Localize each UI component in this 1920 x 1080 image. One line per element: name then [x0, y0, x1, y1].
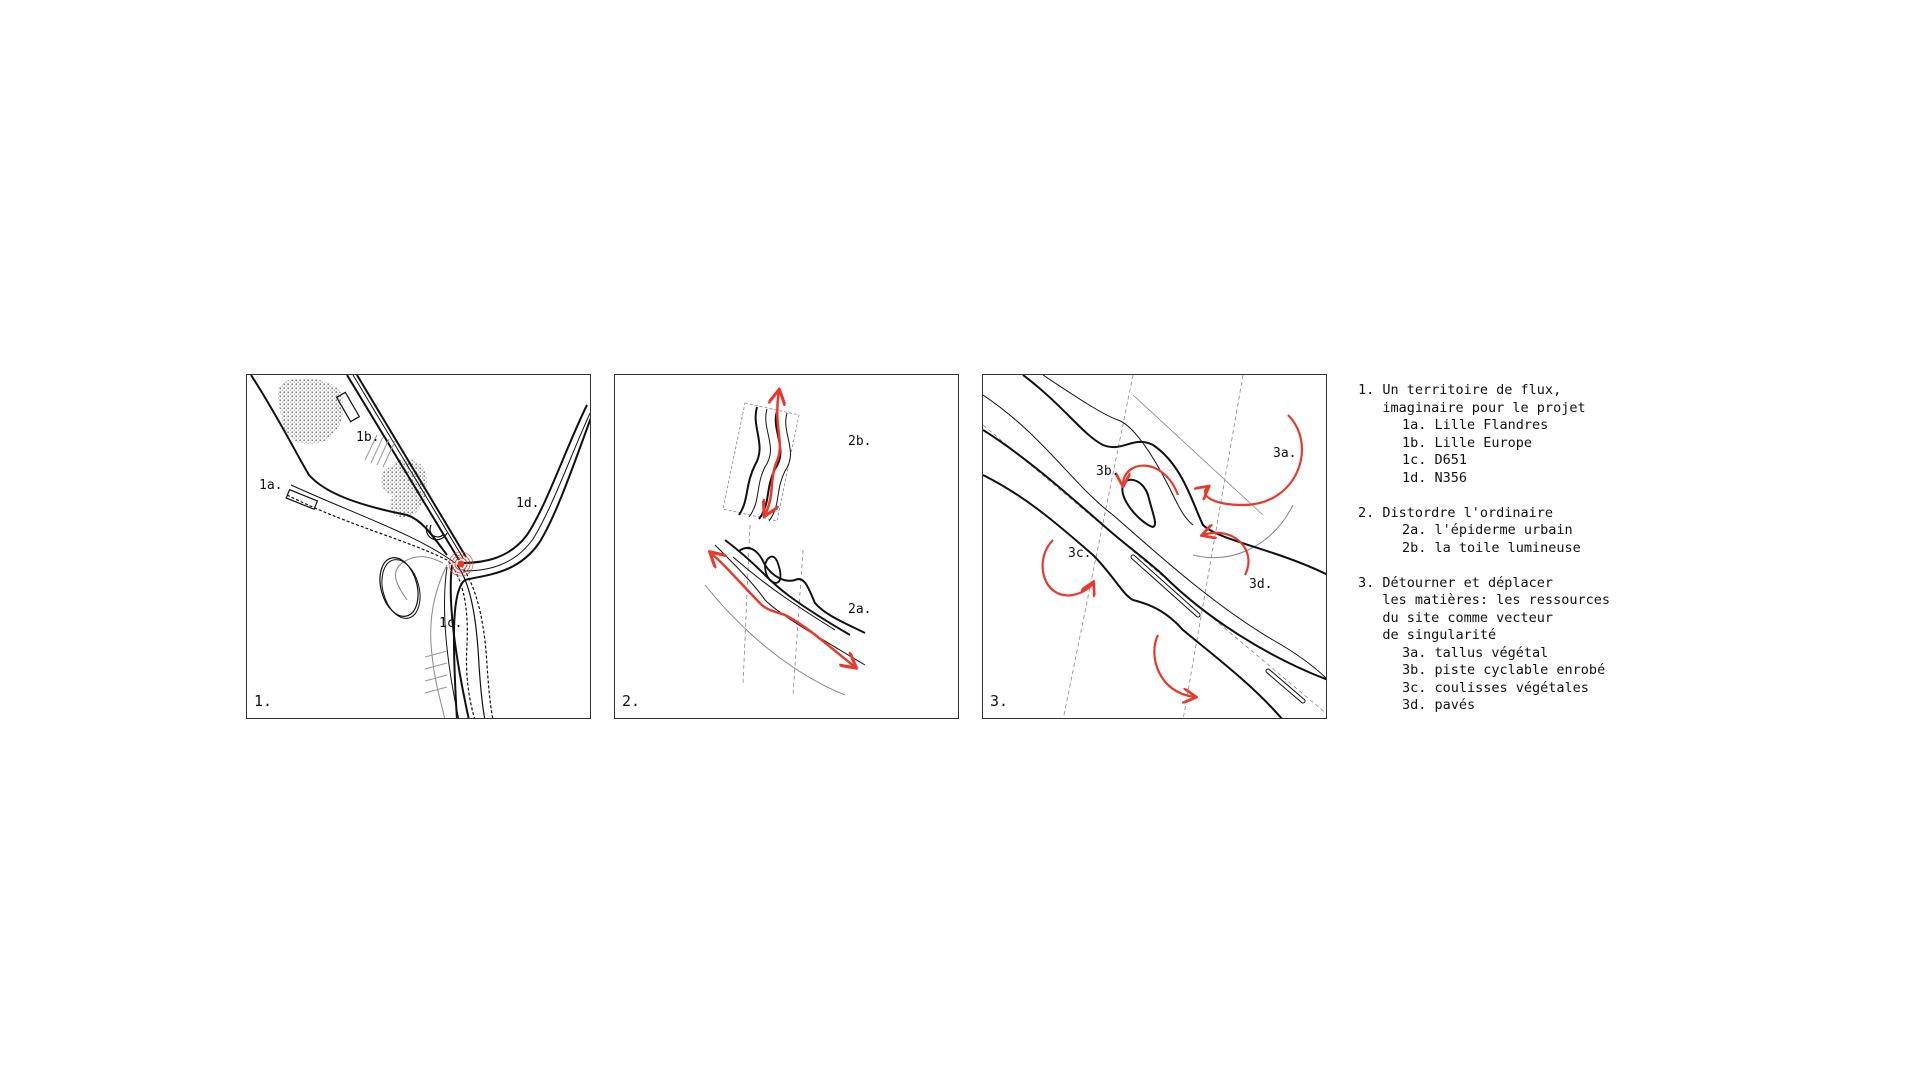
legend-heading: 2. Distordre l'ordinaire	[1358, 504, 1554, 521]
legend-item: 3a. tallus végétal	[1402, 644, 1549, 661]
legend-heading: de singularité	[1358, 627, 1497, 643]
territory-map	[247, 375, 591, 719]
legend-item: 2b. la toile lumineuse	[1402, 539, 1581, 556]
legend-item: 1b. Lille Europe	[1402, 434, 1533, 451]
legend-group-2	[1358, 505, 1610, 558]
material-diagram	[983, 375, 1327, 719]
legend-heading: les matières: les ressources	[1358, 592, 1610, 608]
legend-heading: imaginaire pour le projet	[1358, 399, 1586, 416]
legend-heading: 3. Détourner et déplacer	[1358, 574, 1554, 591]
legend-item: 3c. coulisses végétales	[1402, 679, 1589, 696]
legend-item: 3d. pavés	[1402, 697, 1476, 713]
label-2a: 2a.	[848, 602, 872, 617]
legend-item: 3b. piste cyclable enrobé	[1402, 662, 1606, 678]
panel-number-1: 1.	[254, 692, 273, 710]
label-3b: 3b.	[1096, 464, 1120, 479]
label-1b: 1b.	[356, 430, 380, 445]
legend-group-3	[1358, 575, 1610, 715]
diagram-panel-2	[614, 374, 959, 719]
legend-item: 1d. N356	[1402, 469, 1468, 486]
legend-heading: 1. Un territoire de flux,	[1358, 382, 1562, 398]
legend-group-1	[1358, 382, 1610, 487]
label-3a: 3a.	[1273, 446, 1297, 461]
label-3d: 3d.	[1249, 577, 1273, 592]
legend-heading: du site comme vecteur	[1358, 609, 1554, 626]
legend-item: 2a. l'épiderme urbain	[1402, 522, 1573, 538]
panel-number-2: 2.	[622, 692, 641, 710]
legend-item: 1a. Lille Flandres	[1402, 417, 1549, 433]
label-2b: 2b.	[848, 434, 872, 449]
distortion-diagram	[615, 375, 959, 719]
label-1a: 1a.	[259, 478, 283, 493]
legend-item: 1c. D651	[1402, 452, 1468, 468]
label-1c: 1c.	[439, 616, 463, 631]
diagram-panel-1	[246, 374, 591, 719]
panel-number-3: 3.	[990, 692, 1009, 710]
diagram-panel-3	[982, 374, 1327, 719]
vegetation-area	[278, 378, 344, 444]
legend	[1358, 382, 1610, 732]
label-1d: 1d.	[516, 496, 540, 511]
label-3c: 3c.	[1068, 546, 1092, 561]
